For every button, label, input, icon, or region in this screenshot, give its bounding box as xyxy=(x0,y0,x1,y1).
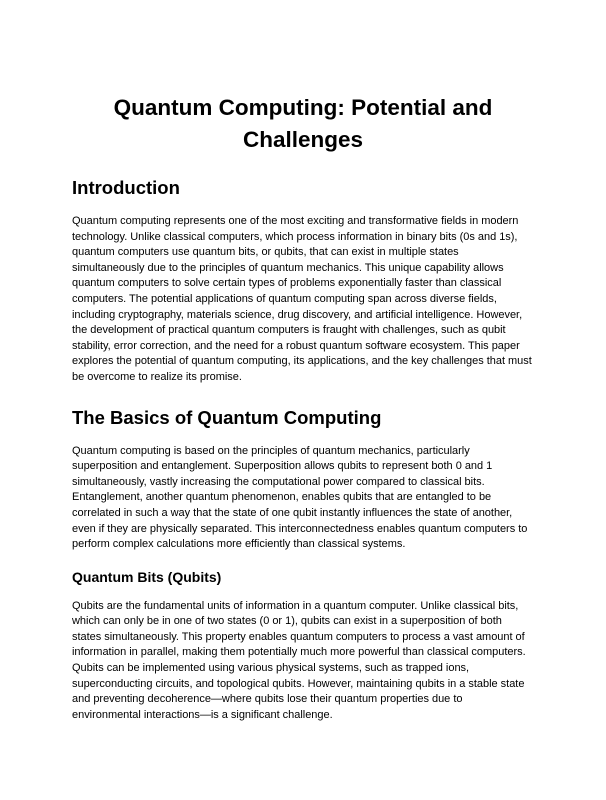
section-heading-basics: The Basics of Quantum Computing xyxy=(72,406,382,428)
document-title: Quantum Computing: Potential and Challenges xyxy=(113,95,493,152)
subsection-paragraph-qubits: Qubits are the fundamental units of information in a quantum computer. Unlike classical bits, which can only be in one of two states (0 or 1), qubits can exist in a superposition of both states simultaneously. This property enables quantum computers to process a vast amount of information in parallel, making them potentially much more powerful than classical computers. Qubits can be implemented using various physical systems, such as trapped ions, superconducting circuits, and topological qubits. However, maintaining qubits in a stable state and preventing decoherence—where qubits lose their quantum properties due to environmental interactions—is a significant challenge. xyxy=(72,599,526,721)
section-heading-introduction: Introduction xyxy=(72,177,180,198)
section-paragraph-introduction: Quantum computing represents one of the most exciting and transformative fields in modern technology. Unlike classical computers, which process information in binary bits (0s and 1s), quantum computers use quantum bits, or qubits, that can exist in multiple states simultaneously due to the principles of quantum mechanics. This unique capability allows quantum computers to solve certain types of problems exponentially faster than classical computers. The potential applications of quantum computing span across diverse fields, including cryptography, materials science, drug discovery, and artificial intelligence. However, the development of practical quantum computers is fraught with challenges, such as qubit stability, error correction, and the need for a robust quantum software ecosystem. This paper explores the potential of quantum computing, its applications, and the key challenges that must be overcome to realize its promise. xyxy=(72,215,532,383)
subsection-heading-qubits: Quantum Bits (Qubits) xyxy=(72,568,222,585)
section-paragraph-basics: Quantum computing is based on the principles of quantum mechanics, particularly superposition and entanglement. Superposition allows qubits to represent both 0 and 1 simultaneously, vastly increasing the computational power compared to classical bits. Entanglement, another quantum phenomenon, enables qubits that are entangled to be correlated in such a way that the state of one qubit instantly influences the state of another, even if they are physically separated. This interconnectedness enables quantum computers to perform complex calculations more efficiently than classical systems. xyxy=(72,444,528,551)
